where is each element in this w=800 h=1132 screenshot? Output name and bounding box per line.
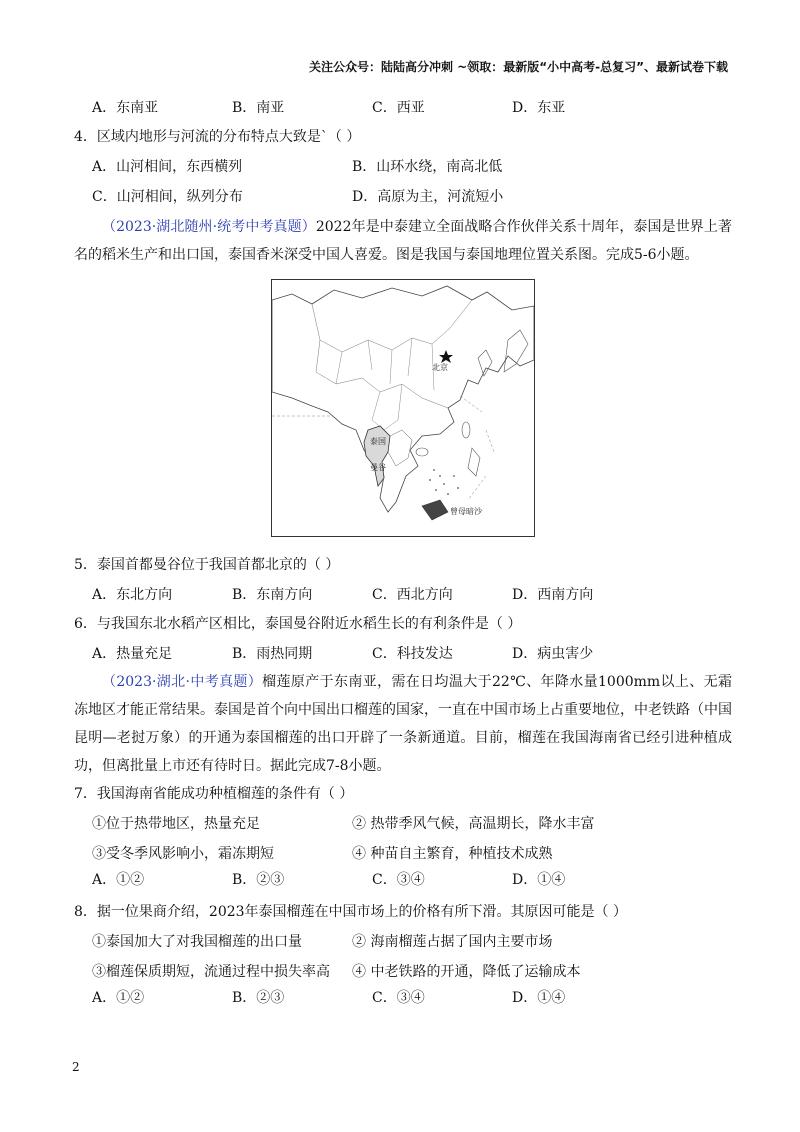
map-label-beijing: 北京 (432, 363, 448, 372)
q6-stem: 6．与我国东北水稻产区相比，泰国曼谷附近水稻生长的有利条件是（ ） (74, 616, 522, 632)
q4-stem: 4．区域内地形与河流的分布特点大致是`（ ） (74, 129, 361, 145)
passage-2 (74, 668, 732, 780)
q8-statements-row1 (74, 932, 732, 952)
q6-option-b[interactable]: B．雨热同期 (232, 646, 313, 662)
q3-option-b[interactable]: B．南亚 (232, 100, 285, 116)
page-header: 关注公众号：陆陆高分冲刺 ~领取：最新版“小中高考-总复习”、最新试卷下载 (309, 60, 728, 74)
q8-option-d[interactable]: D．①④ (512, 990, 566, 1006)
q8-stem: 8．据一位果商介绍，2023年泰国榴莲在中国市场上的价格有所下滑。其原因可能是（ ） (74, 904, 627, 920)
passage-2-source: （2023·湖北·中考真题） (102, 674, 263, 690)
q8-statement-3: ③榴莲保质期短，流通过程中损失率高 (92, 964, 330, 980)
china-thailand-map (271, 279, 535, 537)
q4-option-c[interactable]: C．山河相间，纵列分布 (92, 189, 243, 205)
q8-statements-row2 (74, 962, 732, 982)
q5-option-b[interactable]: B．东南方向 (232, 587, 313, 603)
q5-option-a[interactable]: A．东北方向 (92, 587, 173, 603)
q8-option-b[interactable]: B．②③ (232, 990, 285, 1006)
map-label-islands: 曾母暗沙 (450, 507, 482, 516)
q8-statement-4: ④ 中老铁路的开通，降低了运输成本 (352, 964, 581, 980)
q7-statements-row1 (74, 814, 732, 834)
q6-option-c[interactable]: C．科技发达 (372, 646, 453, 662)
q7-statement-3: ③受冬季风影响小，霜冻期短 (92, 846, 274, 862)
q7-statements-row2 (74, 844, 732, 864)
passage-2-text: 榴莲原产于东南亚，需在日均温大于22℃、年降水量1000mm以上、无霜冻地区才能正常结果。泰国是首个向中国出口榴莲的国家，一直在中国市场上占重要地位，中老铁路（中国昆明—老挝万象）的开通为泰国榴莲的出口开辟了一条新通道。目前，榴莲在我国海南省已经引进种植成功，但离批量上市还有待时日。据此完成7-8小题。 (74, 674, 733, 774)
beijing-star-icon (439, 350, 453, 363)
q5-option-c[interactable]: C．西北方向 (372, 587, 453, 603)
q3-option-c[interactable]: C．西亚 (372, 100, 425, 116)
q7-statement-4: ④ 种苗自主繁育，种植技术成熟 (352, 846, 553, 862)
q7-option-d[interactable]: D．①④ (512, 872, 566, 888)
q8-option-c[interactable]: C．③④ (372, 990, 425, 1006)
q8-statement-2: ② 海南榴莲占据了国内主要市场 (352, 934, 553, 950)
q7-statement-2: ② 热带季风气候，高温期长，降水丰富 (352, 816, 595, 832)
q4-options-row1 (74, 157, 732, 177)
map-label-bangkok: 曼谷 (370, 463, 386, 472)
q4-option-d[interactable]: D．高原为主，河流短小 (352, 189, 504, 205)
q6-option-a[interactable]: A．热量充足 (92, 646, 173, 662)
q7-stem: 7．我国海南省能成功种植榴莲的条件有（ ） (74, 786, 354, 802)
q8-options (74, 988, 732, 1008)
map-label-thailand: 泰国 (370, 437, 386, 446)
passage-1-text: 2022年是中泰建立全面战略合作伙伴关系十周年，泰国是世界上著名的稻米生产和出口国，泰国香米深受中国人喜爱。图是我国与泰国地理位置关系图。完成5-6小题。 (74, 219, 732, 263)
q4-option-b[interactable]: B．山环水绕，南高北低 (352, 159, 503, 175)
q8-option-a[interactable]: A．①② (92, 990, 145, 1006)
q3-option-d[interactable]: D．东亚 (512, 100, 566, 116)
page-number: 2 (72, 1060, 80, 1074)
q5-options (74, 585, 732, 605)
q5-stem: 5．泰国首都曼谷位于我国首都北京的（ ） (74, 557, 340, 573)
question-content (74, 96, 732, 1008)
q7-option-a[interactable]: A．①② (92, 872, 145, 888)
q6-options (74, 644, 732, 664)
q3-options (74, 98, 732, 118)
thailand-shape (364, 426, 390, 486)
q7-option-b[interactable]: B．②③ (232, 872, 285, 888)
q5-option-d[interactable]: D．西南方向 (512, 587, 594, 603)
q7-statement-1: ①位于热带地区，热量充足 (92, 816, 260, 832)
q6-option-d[interactable]: D．病虫害少 (512, 646, 594, 662)
q7-options (74, 870, 732, 890)
passage-1-source: （2023·湖北随州·统考中考真题） (102, 219, 316, 235)
q8-statement-1: ①泰国加大了对我国榴莲的出口量 (92, 934, 302, 950)
passage-1 (74, 213, 732, 269)
q7-option-c[interactable]: C．③④ (372, 872, 425, 888)
q4-option-a[interactable]: A．山河相间，东西横列 (92, 159, 243, 175)
q3-option-a[interactable]: A．东南亚 (92, 100, 159, 116)
map-drawing (272, 280, 534, 536)
q4-options-row2 (74, 187, 732, 207)
